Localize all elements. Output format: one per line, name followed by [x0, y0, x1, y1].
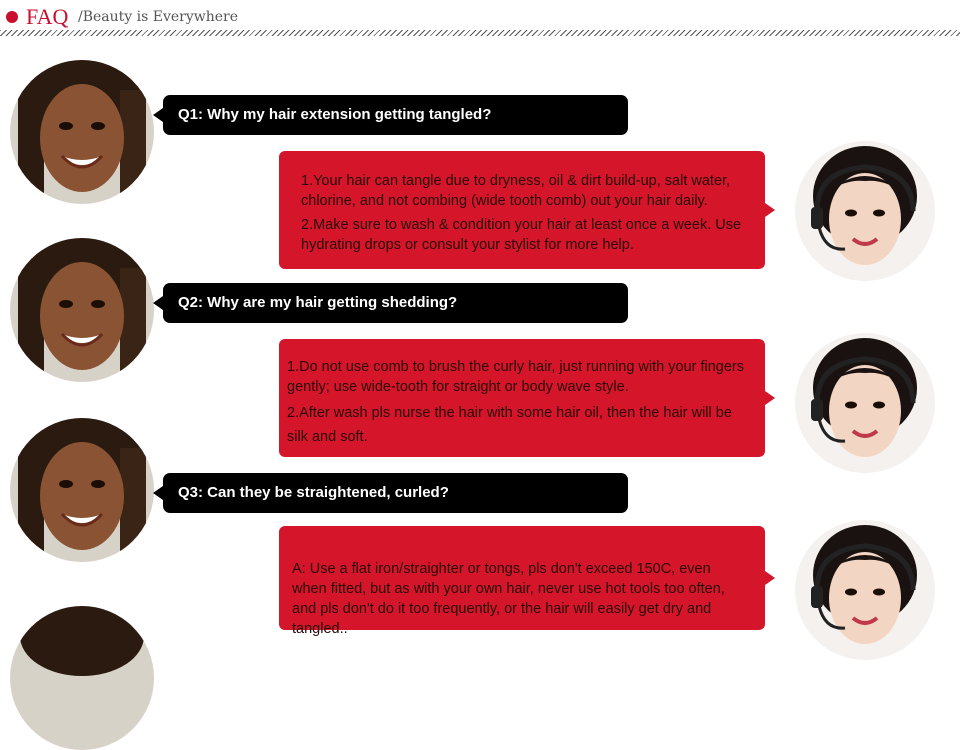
customer-avatar	[10, 418, 154, 562]
customer-avatar	[10, 238, 154, 382]
page-title: FAQ	[26, 4, 69, 29]
answer-bubble-3	[279, 526, 765, 637]
bullet-dot-icon	[6, 11, 18, 23]
question-bubble-1: Q1: Why my hair extension getting tangled?	[163, 95, 628, 135]
answer-bubble-1	[279, 151, 765, 269]
answer-text: 1.Your hair can tangle due to dryness, oil & dirt build-up, salt water, chlorine, and not combing (wide tooth comb) out your hair daily.	[301, 173, 731, 209]
answer-bubble-2	[279, 339, 765, 457]
faq-header	[0, 0, 960, 36]
support-agent-avatar	[795, 520, 935, 660]
support-agent-avatar	[795, 141, 935, 281]
answer-text: 2.After wash pls nurse the hair with some hair oil, then the hair will be silk and soft.	[287, 405, 732, 445]
answer-text: 1.Do not use comb to brush the curly hair, just running with your fingers gently; use wide-tooth for straight or body wave style.	[287, 359, 744, 395]
customer-avatar	[10, 606, 154, 750]
answer-text: A: Use a flat iron/straighter or tongs, pls don't exceed 150C, even when fitted, but as with your own hair, never use hot tools too often, and pls don't do it too frequently, or the hair will easily get dry and tangled..	[292, 561, 725, 637]
hatched-divider	[0, 30, 960, 36]
answer-text: 2.Make sure to wash & condition your hair at least once a week. Use hydrating drops or consult your stylist for more help.	[301, 217, 742, 253]
page-subtitle: /Beauty is Everywhere	[78, 9, 239, 25]
question-bubble-2: Q2: Why are my hair getting shedding?	[163, 283, 628, 323]
question-bubble-3: Q3: Can they be straightened, curled?	[163, 473, 628, 513]
customer-avatar	[10, 60, 154, 204]
support-agent-avatar	[795, 333, 935, 473]
